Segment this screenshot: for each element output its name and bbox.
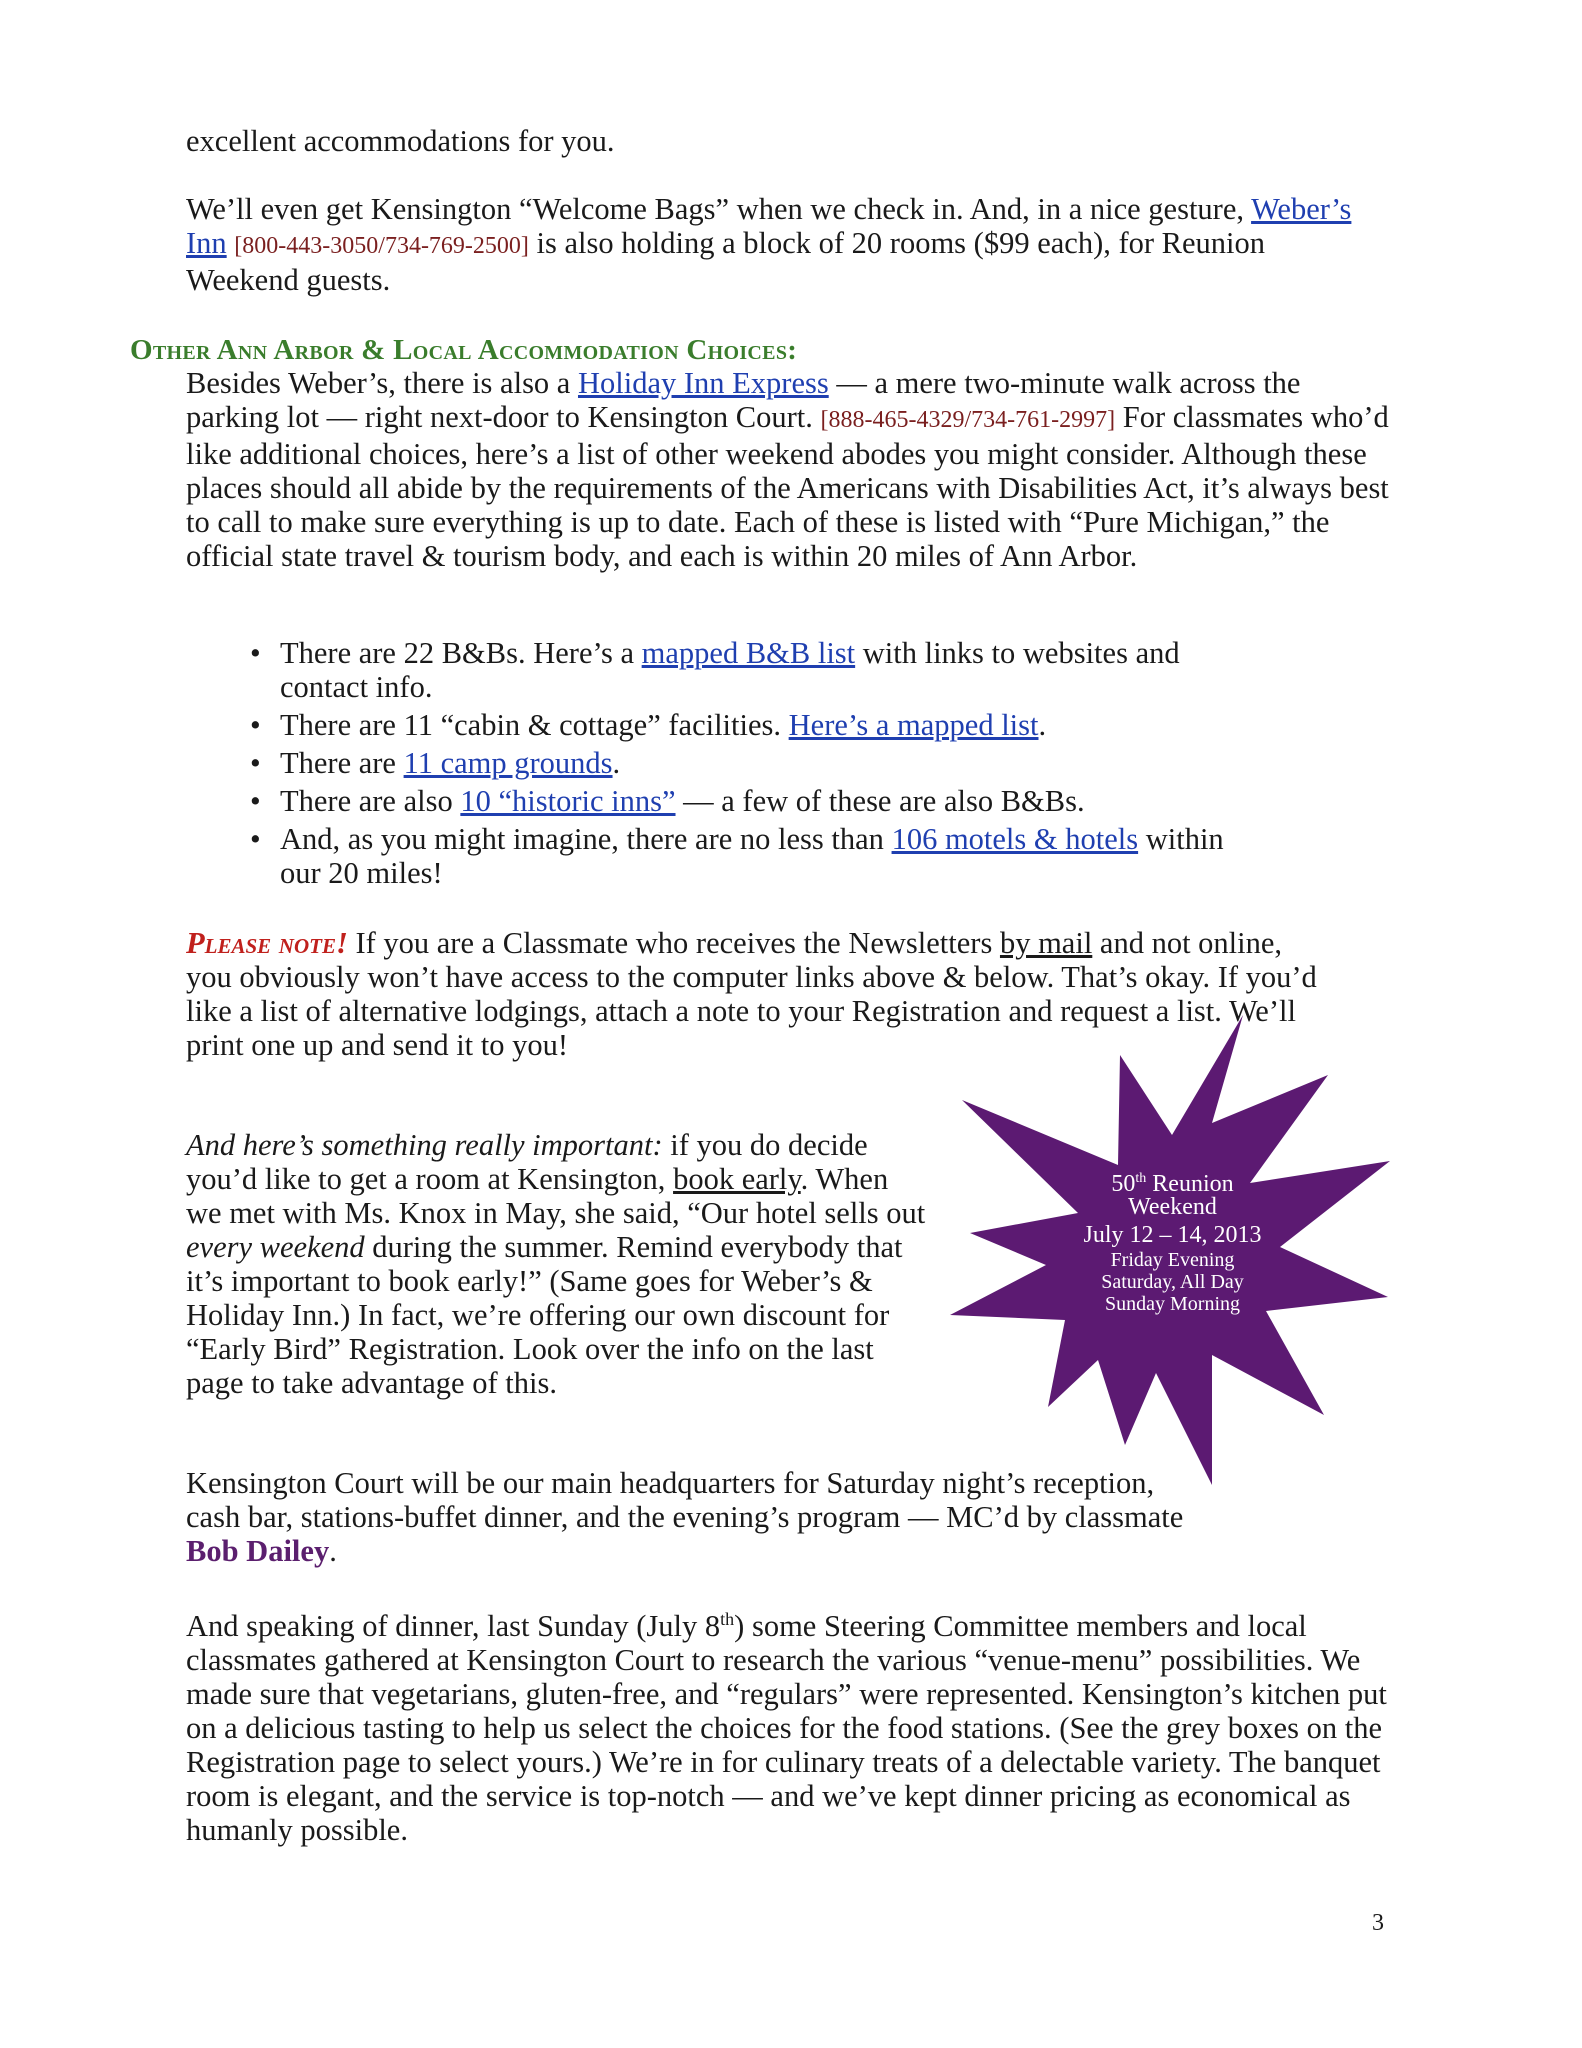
holiday-inn-phone: [888-465-4329/734-761-2997] <box>820 407 1116 433</box>
holiday-inn-express-link[interactable]: Holiday Inn Express <box>577 366 829 400</box>
camp-grounds-link[interactable]: 11 camp grounds <box>403 746 613 780</box>
reunion-starburst <box>950 1015 1395 1505</box>
cabin-list-link[interactable]: Here’s a mapped list <box>788 708 1039 742</box>
please-note-label: Please note! <box>186 926 348 960</box>
motels-hotels-link[interactable]: 106 motels & hotels <box>891 822 1139 856</box>
accommodation-list <box>248 636 1248 894</box>
list-item: • There are 11 camp grounds. <box>248 746 1248 780</box>
paragraph-intro: excellent accommodations for you. <box>186 124 615 158</box>
section-heading: Other Ann Arbor & Local Accommodation Choices: <box>130 334 798 366</box>
list-item: • And, as you might imagine, there are no less than 106 motels & hotels within our 20 miles! <box>248 822 1240 890</box>
star-sunday: Sunday Morning <box>1105 1293 1240 1315</box>
star-saturday: Saturday, All Day <box>1101 1271 1244 1293</box>
webers-inn-phone: [800-443-3050/734-769-2500] <box>234 233 529 259</box>
historic-inns-link[interactable]: 10 “historic inns” <box>460 784 676 818</box>
list-item: • There are 22 B&Bs. Here’s a mapped B&B list with links to websites and contact info. <box>248 636 1200 704</box>
star-dates: July 12 – 14, 2013 <box>1083 1222 1262 1248</box>
mc-name: Bob Dailey <box>186 1534 330 1568</box>
list-item: • There are also 10 “historic inns” — a few of these are also B&Bs. <box>248 784 1248 818</box>
webers-inn-link[interactable]: Weber’s Inn <box>186 192 1352 260</box>
paragraph-headquarters: Kensington Court will be our main headquarters for Saturday night’s reception, cash bar, stations-buffet dinner, and the evening’s program — MC’d by classmate Bob Dailey. <box>186 1466 1184 1568</box>
list-item: • There are 11 “cabin & cottage” facilities. Here’s a mapped list. <box>248 708 1248 742</box>
paragraph-book-early: And here’s something really important: if you do decide you’d like to get a room at Kensington, book early. When we met with Ms. Knox in May, she said, “Our hotel sells out every weekend during the summer. Remind everybody that it’s important to book early!” (Same goes for Weber’s & Holiday Inn.) In fact, we’re offering our own discount for “Early Bird” Registration. Look over the info on the last page to take advantage of this. <box>186 1128 926 1400</box>
paragraph-welcome-bags: We’ll even get Kensington “Welcome Bags” when we check in. And, in a nice gesture, Weber’s Inn [800-443-3050/734-769-2500] is also holding a block of 20 rooms ($99 each), for Reunion Weekend guests. <box>186 192 1352 297</box>
paragraph-please-note: Please note! If you are a Classmate who receives the Newsletters by mail and not online, you obviously won’t have access to the computer links above & below. That’s okay. If you’d like a list of alternative lodgings, attach a note to your Registration and request a list. We’ll print one up and send it to you! <box>186 926 1317 1062</box>
star-weekend: Weekend <box>1128 1194 1217 1220</box>
paragraph-dinner: And speaking of dinner, last Sunday (July 8th) some Steering Committee members and local classmates gathered at Kensington Court to research the various “venue-menu” possibilities. We made sure that vegetarians, gluten-free, and “regulars” were represented. Kensington’s kitchen put on a delicious tasting to help us select the choices for the food stations. (See the grey boxes on the Registration page to select yours.) We’re in for culinary treats of a delectable variety. The banquet room is elegant, and the service is top-notch — and we’ve kept dinner pricing as economical as humanly possible. <box>186 1609 1387 1848</box>
bb-list-link[interactable]: mapped B&B list <box>641 636 856 670</box>
paragraph-other-choices: Besides Weber’s, there is also a Holiday Inn Express — a mere two-minute walk across the parking lot — right next-door to Kensington Court. [888-465-4329/734-761-2997] For classmates who’d like additional choices, here’s a list of other weekend abodes you might consider. Although these places should all abide by the requirements of the Americans with Disabilities Act, it’s always best to call to make sure everything is up to date. Each of these is listed with “Pure Michigan,” the official state travel & tourism body, and each is within 20 miles of Ann Arbor. <box>186 366 1389 573</box>
star-reunion-title: 50th Reunion <box>1111 1171 1234 1197</box>
star-friday: Friday Evening <box>1110 1249 1235 1271</box>
page-number: 3 <box>1372 1910 1384 1936</box>
